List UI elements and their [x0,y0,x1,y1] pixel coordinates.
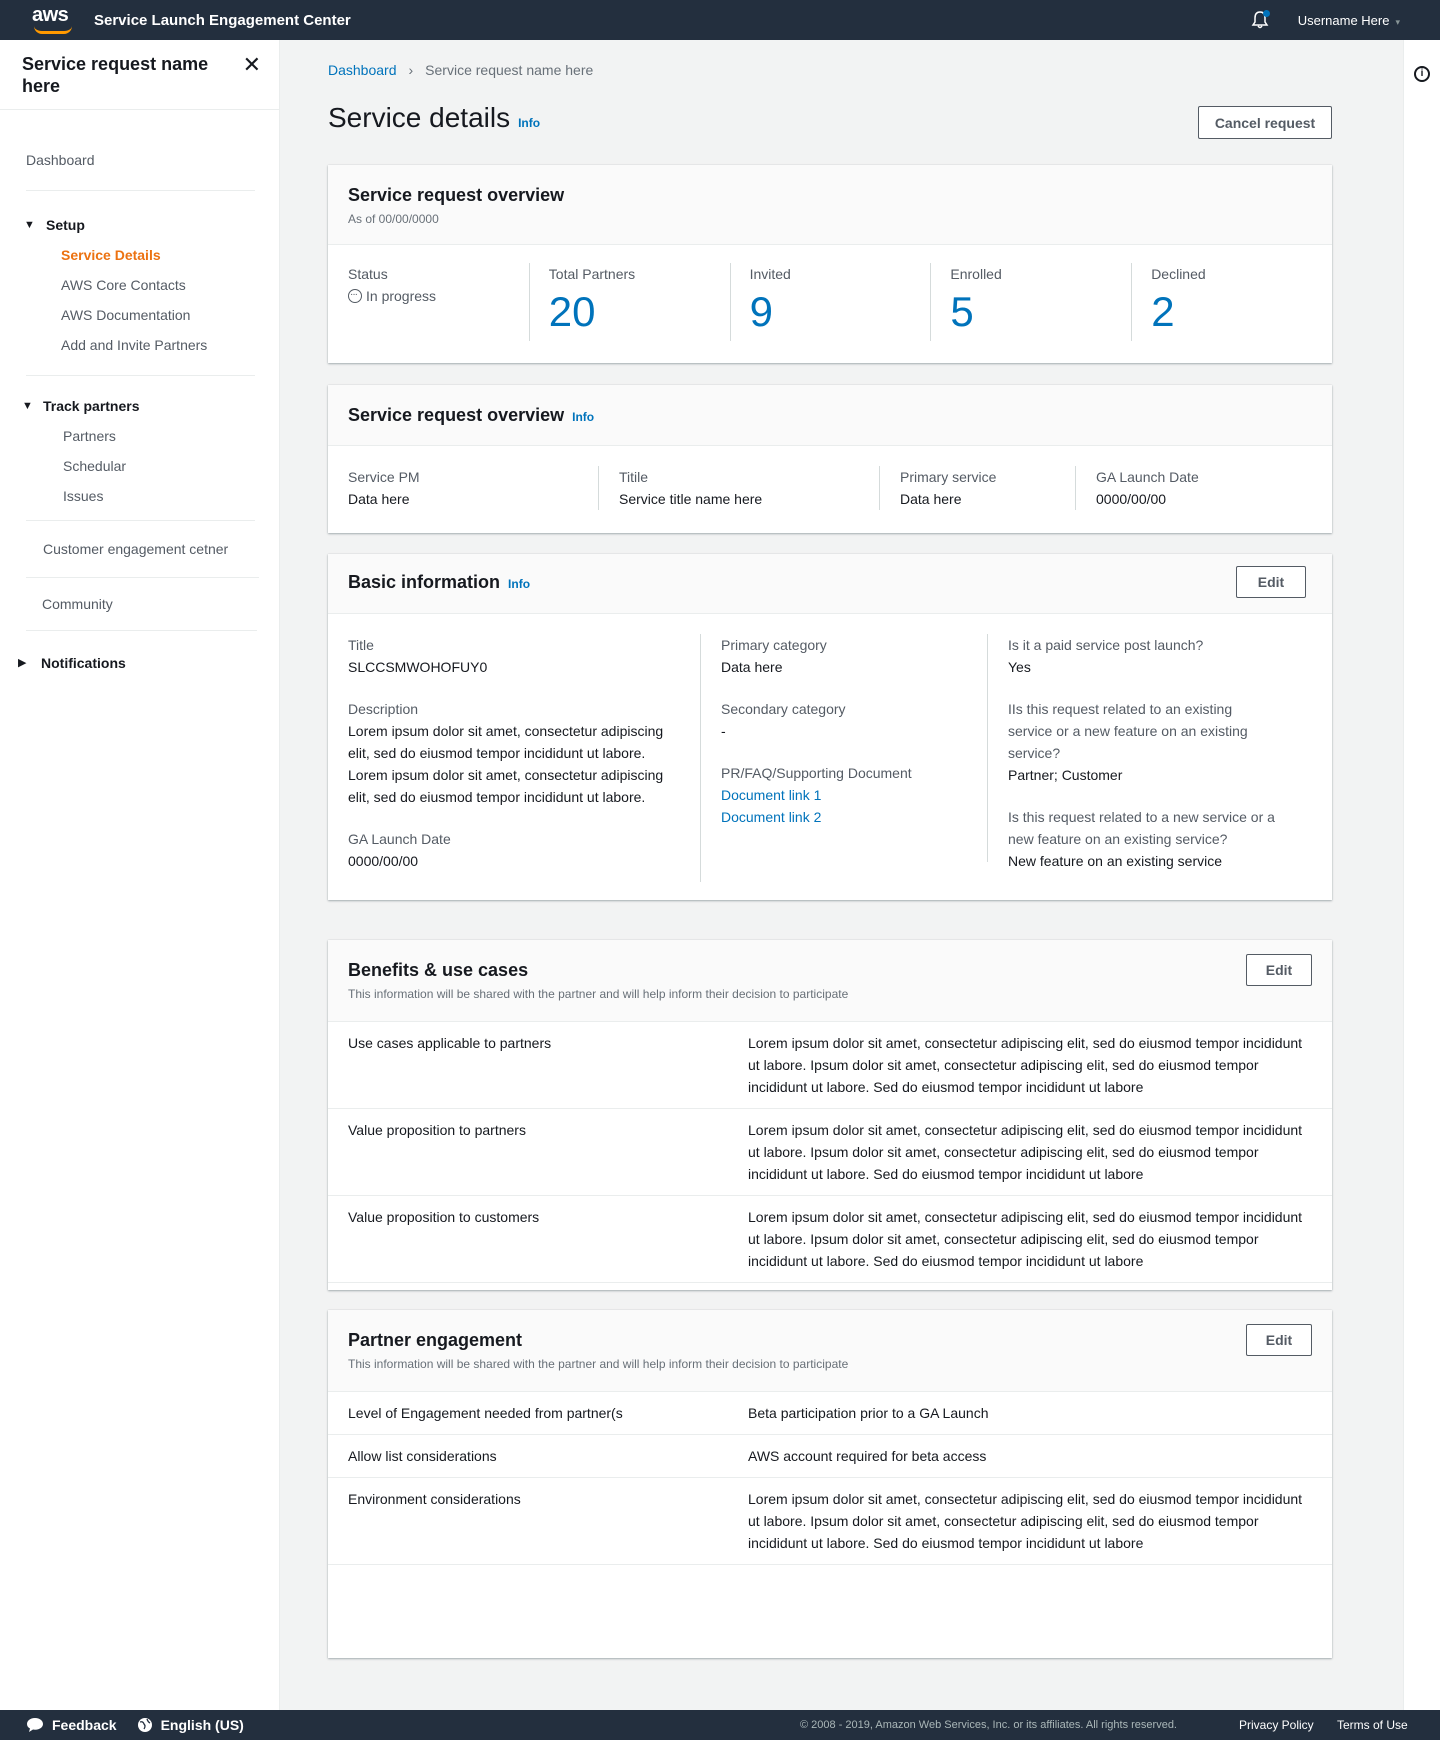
privacy-policy-link[interactable]: Privacy Policy [1239,1718,1314,1732]
paid-service-value: Yes [1008,659,1031,675]
card-title: Benefits & use cases [348,960,529,980]
notification-dot [1263,10,1270,17]
nav-divider [26,577,259,578]
benefit-row-use-cases [328,1022,1332,1109]
section-track-partners-label: Track partners [43,398,140,414]
triangle-down-icon: ▼ [22,400,33,412]
page-info-link[interactable]: Info [518,116,541,130]
sidebar-header [0,40,279,110]
aws-logo-text: aws [32,4,69,26]
description-value: Lorem ipsum dolor sit amet, consectetur adipiscing elit, sed do eiusmod tempor incididunt ut labore. Lorem ipsum dolor sit amet, consectetur adipiscing elit, sed do eiusmod tempor incididunt ut labore. [348,723,664,805]
card-header [328,554,1332,614]
feedback-label: Feedback [52,1717,117,1733]
info-link[interactable]: Info [572,410,595,424]
field-label: GA Launch Date [1096,469,1199,485]
sidebar-item-customer-engagement[interactable]: Customer engagement cetner [43,541,229,557]
row-key: Level of Engagement needed from partner(s [348,1405,623,1421]
stat-invited [730,263,931,363]
card-subtitle: As of 00/00/0000 [348,212,439,226]
basic-info-col-3 [987,634,1287,869]
card-subtitle: This information will be shared with the partner and will help inform their decision to participate [348,1357,849,1371]
sidebar-item-dashboard[interactable]: Dashboard [26,152,95,168]
row-key: Value proposition to partners [348,1122,526,1138]
close-icon[interactable]: ✕ [242,52,261,77]
stat-value: 2 [1151,288,1175,335]
field-value: Data here [900,491,962,507]
stat-enrolled [930,263,1131,363]
sidebar-item-issues[interactable]: Issues [63,488,104,504]
field-value: Service title name here [619,491,763,507]
supporting-docs-label: PR/FAQ/Supporting Document [721,765,912,781]
document-link-2[interactable]: Document link 2 [721,809,822,825]
in-progress-icon [348,289,362,303]
card-header [328,1310,1332,1392]
existing-service-label: IIs this request related to an existing service or a new feature on an existing service? [1008,701,1248,761]
section-setup-label: Setup [46,217,85,233]
partner-row-allow-list [328,1435,1332,1478]
field-title [598,466,879,510]
feedback-button[interactable] [26,1717,117,1733]
section-notifications-toggle[interactable] [0,653,279,673]
partner-row-environment [328,1478,1332,1565]
copyright-text: © 2008 - 2019, Amazon Web Services, Inc. or its affiliates. All rights reserved. [800,1719,1177,1731]
user-menu[interactable] [1298,13,1400,28]
terms-of-use-link[interactable]: Terms of Use [1337,1718,1408,1732]
description-label: Description [348,701,419,717]
field-ga-launch-date [1075,466,1312,510]
field-value: 0000/00/00 [1096,491,1167,507]
field-service-pm [348,466,598,510]
row-key: Use cases applicable to partners [348,1035,552,1051]
sidebar-item-aws-core-contacts[interactable]: AWS Core Contacts [61,277,186,293]
stat-label: Total Partners [548,266,636,282]
sidebar-item-partners[interactable]: Partners [63,428,116,444]
overview-fields-card [328,385,1332,533]
field-label: Service PM [348,469,420,485]
benefit-row-value-customers [328,1196,1332,1283]
field-label: Primary service [900,469,997,485]
triangle-right-icon: ▶ [18,657,27,669]
card-header [328,940,1332,1022]
side-navigation [0,40,280,1710]
new-service-label: Is this request related to a new service or a new feature on an existing service? [1008,809,1275,847]
nav-divider [26,375,255,376]
info-link[interactable]: Info [508,577,531,591]
cancel-request-button[interactable]: Cancel request [1198,106,1332,139]
app-title: Service Launch Engagement Center [94,11,351,29]
row-value: AWS account required for beta access [748,1448,987,1464]
secondary-category-value: - [721,723,726,739]
nav-divider [26,520,255,521]
page-title: Service details [328,102,511,133]
title-label: Title [348,637,374,653]
primary-category-value: Data here [721,659,783,675]
existing-service-value: Partner; Customer [1008,767,1123,783]
sidebar-item-community[interactable]: Community [42,596,113,612]
secondary-category-label: Secondary category [721,701,846,717]
sidebar-item-schedular[interactable]: Schedular [63,458,127,474]
speech-bubble-icon [26,1717,44,1733]
edit-benefits-button[interactable]: Edit [1246,954,1312,986]
stat-label: Invited [749,266,791,282]
row-key: Value proposition to customers [348,1209,540,1225]
edit-basic-information-button[interactable]: Edit [1236,566,1306,598]
section-notifications-label: Notifications [41,655,126,671]
stats-row [328,245,1332,363]
field-value: Data here [348,491,410,507]
stat-declined [1131,263,1332,363]
basic-information-card [328,554,1332,900]
paid-service-label: Is it a paid service post launch? [1008,637,1204,653]
stat-status [328,263,529,363]
language-label: English (US) [160,1717,244,1733]
chevron-right-icon: › [408,62,414,78]
document-link-1[interactable]: Document link 1 [721,787,822,803]
benefits-use-cases-card [328,940,1332,1290]
aws-smile-icon [34,26,72,34]
nav-divider [26,630,257,631]
overview-stats-card [328,165,1332,363]
section-setup-toggle[interactable] [0,215,279,235]
sidebar-title: Service request name here [22,54,209,96]
sidebar-item-aws-documentation[interactable]: AWS Documentation [61,307,191,323]
card-title: Partner engagement [348,1330,523,1350]
status-value [348,285,529,307]
footer-bar [0,1710,1440,1740]
language-selector[interactable] [137,1717,244,1733]
partner-engagement-card [328,1310,1332,1658]
stat-label: Status [348,266,388,282]
card-subtitle: This information will be shared with the partner and will help inform their decision to participate [348,987,849,1001]
field-label: Titile [619,469,649,485]
basic-info-col-1 [348,634,700,882]
basic-info-columns [328,614,1332,882]
status-text: In progress [366,288,437,304]
title-value: SLCCSMWOHOFUY0 [348,659,488,675]
row-key: Environment considerations [348,1491,521,1507]
primary-category-label: Primary category [721,637,827,653]
topbar-right [1250,0,1400,40]
row-key: Allow list considerations [348,1448,497,1464]
card-header [328,385,1332,446]
caret-down-icon: ▾ [1395,16,1400,27]
notification-bell-icon[interactable] [1250,10,1270,30]
ga-launch-label: GA Launch Date [348,831,451,847]
partner-row-engagement-level [328,1392,1332,1435]
new-service-value: New feature on an existing service [1008,853,1222,869]
row-value: Lorem ipsum dolor sit amet, consectetur adipiscing elit, sed do eiusmod tempor incididunt ut labore. Ipsum dolor sit amet, consectetur adipiscing elit, sed do eiusmod tempor incididunt ut labore. Sed do eiusmod tempor incididunt ut labore [748,1209,1303,1269]
card-title: Basic information [348,572,501,592]
fields-row [328,446,1332,510]
row-value: Lorem ipsum dolor sit amet, consectetur adipiscing elit, sed do eiusmod tempor incididunt ut labore. Ipsum dolor sit amet, consectetur adipiscing elit, sed do eiusmod tempor incididunt ut labore. Sed do eiusmod tempor incididunt ut labore [748,1122,1303,1182]
field-primary-service [879,466,1075,510]
info-icon[interactable]: i [1414,66,1430,82]
stat-value: 20 [548,288,596,335]
card-title-row [348,405,1312,426]
card-header [328,165,1332,245]
basic-info-col-2 [700,634,987,882]
card-title-row [348,572,1312,593]
stat-label: Declined [1151,266,1206,282]
breadcrumb-current: Service request name here [425,62,594,78]
stat-value: 5 [950,288,974,335]
row-value: Lorem ipsum dolor sit amet, consectetur adipiscing elit, sed do eiusmod tempor incididunt ut labore. Ipsum dolor sit amet, consectetur adipiscing elit, sed do eiusmod tempor incididunt ut labore. Sed do eiusmod tempor incididunt ut labore [748,1491,1303,1551]
page-title-row [328,102,540,134]
row-value: Lorem ipsum dolor sit amet, consectetur adipiscing elit, sed do eiusmod tempor incididunt ut labore. Ipsum dolor sit amet, consectetur adipiscing elit, sed do eiusmod tempor incididunt ut labore. Sed do eiusmod tempor incididunt ut labore [748,1035,1303,1095]
triangle-down-icon: ▼ [24,219,35,231]
breadcrumb [328,62,593,78]
card-title: Service request overview [348,185,565,205]
top-navigation-bar [0,0,1440,40]
stat-value: 9 [749,288,773,335]
card-title: Service request overview [348,405,565,425]
section-track-partners-toggle[interactable] [0,396,279,416]
username-label: Username Here [1297,12,1390,28]
row-value: Beta participation prior to a GA Launch [748,1405,989,1421]
sidebar-item-service-details[interactable]: Service Details [61,247,161,263]
breadcrumb-dashboard[interactable]: Dashboard [328,62,397,78]
stat-label: Enrolled [950,266,1002,282]
edit-partner-engagement-button[interactable]: Edit [1246,1324,1312,1356]
nav-divider [26,190,255,191]
sidebar-nav [0,110,279,673]
aws-logo[interactable] [30,2,82,38]
help-panel-rail [1403,40,1440,1710]
benefit-row-value-partners [328,1109,1332,1196]
globe-icon [137,1717,153,1733]
sidebar-item-add-invite-partners[interactable]: Add and Invite Partners [61,337,208,353]
ga-launch-value: 0000/00/00 [348,853,419,869]
stat-total-partners [529,263,730,363]
